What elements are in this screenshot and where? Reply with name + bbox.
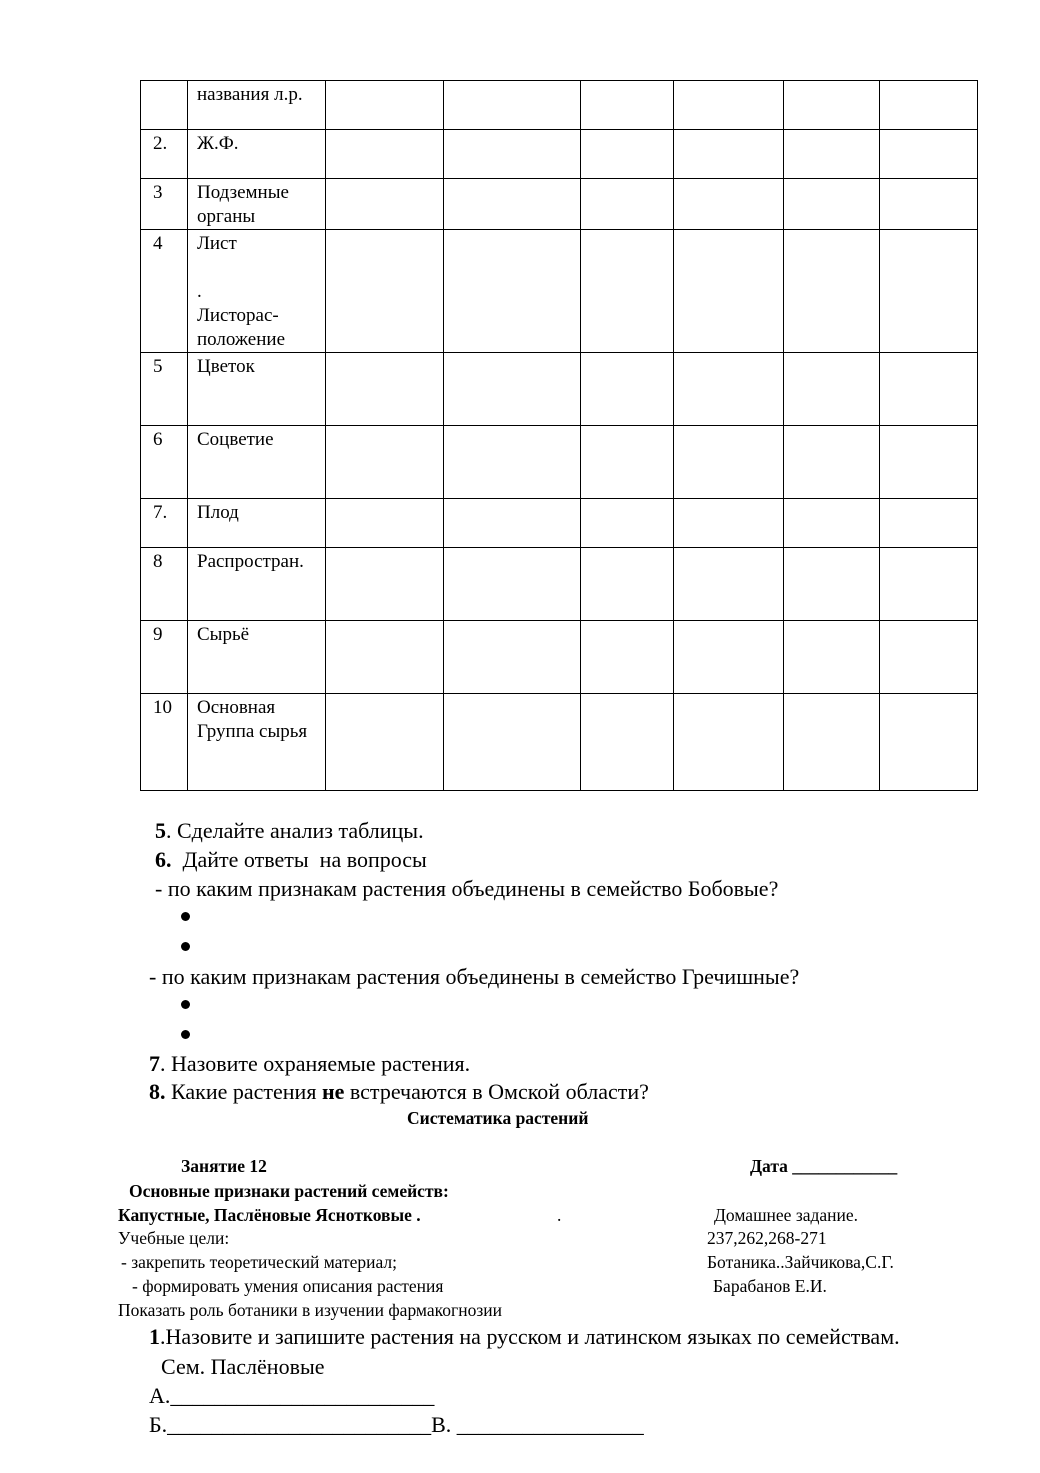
empty-cell (444, 179, 581, 230)
empty-cell (880, 499, 978, 548)
empty-cell (326, 621, 444, 694)
table-row (141, 426, 978, 499)
homework-pages: 237,262,268-271 (707, 1228, 827, 1248)
empty-cell (444, 426, 581, 499)
goals-label: Учебные цели: (118, 1228, 230, 1248)
separator-dot: . (557, 1205, 562, 1225)
empty-cell (784, 694, 880, 791)
empty-cell (784, 499, 880, 548)
empty-cell (880, 694, 978, 791)
bullet-icon (181, 1000, 190, 1009)
empty-cell (880, 426, 978, 499)
row-label-cell: Соцветие (188, 426, 326, 499)
empty-cell (674, 499, 784, 548)
empty-cell (581, 694, 674, 791)
task-8-text-end: встречаются в Омской области? (344, 1079, 649, 1104)
book-2: Барабанов Е.И. (713, 1276, 827, 1296)
row-label-cell: Цветок (188, 353, 326, 426)
question-legumes: - по каким признакам растения объединены в семейство Бобовые? (155, 876, 779, 901)
empty-cell (326, 179, 444, 230)
empty-cell (784, 230, 880, 353)
book-1: Ботаника..Зайчикова,С.Г. (707, 1252, 894, 1272)
empty-cell (784, 548, 880, 621)
row-label-cell: Ж.Ф. (188, 130, 326, 179)
empty-cell (444, 230, 581, 353)
row-number-cell: 5 (141, 353, 188, 426)
row-number-cell: 10 (141, 694, 188, 791)
empty-cell (880, 81, 978, 130)
goal-2: - формировать умения описания растения (132, 1276, 444, 1296)
empty-cell (581, 499, 674, 548)
empty-cell (784, 130, 880, 179)
plant-comparison-table (140, 80, 978, 791)
empty-cell (326, 230, 444, 353)
table-row (141, 499, 978, 548)
homework-label: Домашнее задание. (714, 1205, 859, 1225)
task-1 (149, 1324, 900, 1350)
row-label-cell: Плод (188, 499, 326, 548)
empty-cell (581, 426, 674, 499)
row-label-cell: Подземные органы (188, 179, 326, 230)
task-6 (155, 847, 427, 873)
question-buckwheat: - по каким признакам растения объединены в семейство Гречишные? (149, 964, 800, 989)
empty-cell (444, 694, 581, 791)
empty-cell (880, 353, 978, 426)
bullet-icon (181, 1030, 190, 1039)
empty-cell (581, 179, 674, 230)
empty-cell (674, 81, 784, 130)
row-label-cell: Основная Группа сырья (188, 694, 326, 791)
task-6-number: 6. (155, 847, 172, 872)
row-number-cell: 9 (141, 621, 188, 694)
family-name: Сем. Паслёновые (161, 1354, 325, 1379)
task-7-number: 7 (149, 1051, 160, 1076)
task-8-text: Какие растения (165, 1079, 322, 1104)
empty-cell (674, 353, 784, 426)
answer-line-b-v: Б.________________________В. _________________ (149, 1412, 644, 1437)
empty-cell (880, 179, 978, 230)
empty-cell (674, 230, 784, 353)
task-6-text: Дайте ответы на вопросы (171, 847, 427, 872)
empty-cell (581, 353, 674, 426)
date-field: Дата ____________ (750, 1156, 898, 1176)
table-row (141, 621, 978, 694)
task-5 (155, 818, 424, 844)
empty-cell (784, 426, 880, 499)
lesson-number: Занятие 12 (181, 1156, 267, 1176)
task-8 (149, 1079, 649, 1105)
empty-cell (784, 179, 880, 230)
row-number-cell: 3 (141, 179, 188, 230)
empty-cell (444, 499, 581, 548)
task-5-text: . Сделайте анализ таблицы. (166, 818, 424, 843)
row-number-cell: 2. (141, 130, 188, 179)
row-label-cell: Лист . Листорас- положение (188, 230, 326, 353)
empty-cell (326, 426, 444, 499)
table-row (141, 548, 978, 621)
empty-cell (581, 621, 674, 694)
task-5-number: 5 (155, 818, 166, 843)
empty-cell (784, 621, 880, 694)
goal-3: Показать роль ботаники в изучении фармакогнозии (118, 1300, 502, 1320)
row-number-cell: 8 (141, 548, 188, 621)
empty-cell (880, 548, 978, 621)
empty-cell (326, 130, 444, 179)
task-7 (149, 1051, 470, 1077)
goal-1: - закрепить теоретический материал; (121, 1252, 398, 1272)
row-number-cell: 6 (141, 426, 188, 499)
empty-cell (444, 130, 581, 179)
lesson-subtitle: Основные признаки растений семейств: (129, 1181, 449, 1201)
task-8-emphasis: не (321, 1079, 345, 1104)
empty-cell (674, 426, 784, 499)
table-row (141, 694, 978, 791)
task-7-text: . Назовите охраняемые растения. (160, 1051, 471, 1076)
empty-cell (880, 230, 978, 353)
empty-cell (674, 548, 784, 621)
empty-cell (581, 230, 674, 353)
bullet-icon (181, 912, 190, 921)
row-number-cell: 7. (141, 499, 188, 548)
empty-cell (581, 81, 674, 130)
empty-cell (326, 694, 444, 791)
empty-cell (326, 548, 444, 621)
task-1-number: 1 (149, 1324, 160, 1349)
empty-cell (784, 81, 880, 130)
row-label-cell: Сырьё (188, 621, 326, 694)
section-title: Систематика растений (407, 1108, 589, 1128)
answer-line-a: А.________________________ (149, 1383, 435, 1408)
row-number-cell: 4 (141, 230, 188, 353)
row-number-cell (141, 81, 188, 130)
table-row (141, 353, 978, 426)
task-8-number: 8. (149, 1079, 166, 1104)
empty-cell (674, 694, 784, 791)
empty-cell (444, 353, 581, 426)
empty-cell (880, 621, 978, 694)
empty-cell (674, 130, 784, 179)
families-list: Капустные, Паслёновые Яснотковые . (118, 1205, 421, 1225)
empty-cell (784, 353, 880, 426)
task-1-text: .Назовите и запишите растения на русском и латинском языках по семействам. (160, 1324, 900, 1349)
empty-cell (674, 179, 784, 230)
empty-cell (674, 621, 784, 694)
row-label-cell: Распростран. (188, 548, 326, 621)
empty-cell (880, 130, 978, 179)
empty-cell (326, 499, 444, 548)
table-row (141, 81, 978, 130)
empty-cell (326, 353, 444, 426)
empty-cell (326, 81, 444, 130)
empty-cell (444, 548, 581, 621)
empty-cell (581, 130, 674, 179)
empty-cell (444, 621, 581, 694)
empty-cell (581, 548, 674, 621)
row-label-cell: названия л.р. (188, 81, 326, 130)
bullet-icon (181, 942, 190, 951)
table-row (141, 179, 978, 230)
table-row (141, 130, 978, 179)
empty-cell (444, 81, 581, 130)
table-row (141, 230, 978, 353)
